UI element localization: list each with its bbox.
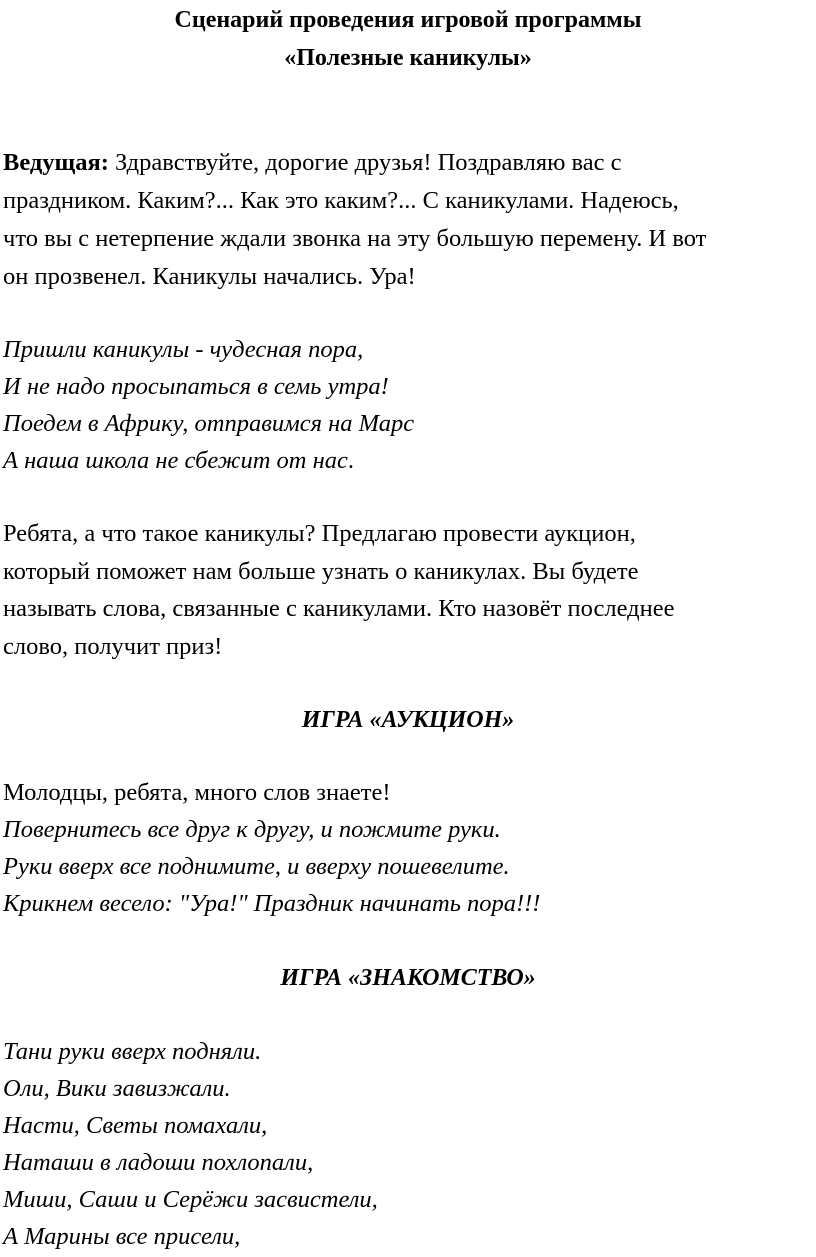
poem2-line-3: Крикнем весело: "Ура!" Праздник начинать пора!!! bbox=[3, 890, 541, 917]
intro-line-4: он прозвенел. Каникулы начались. Ура! bbox=[3, 263, 416, 290]
poem3-line-6: А Марины все присели, bbox=[3, 1223, 241, 1250]
paragraph2-line-3: называть слова, связанные с каникулами. Кто назовёт последнее bbox=[3, 595, 675, 622]
speaker-label: Ведущая: bbox=[3, 149, 109, 176]
poem3-line-2: Оли, Вики завизжали. bbox=[3, 1075, 231, 1102]
poem1-line-3: Поедем в Африку, отправимся на Марс bbox=[3, 410, 415, 437]
intro-line-3: что вы с нетерпение ждали звонка на эту большую перемену. И вот bbox=[3, 225, 707, 252]
poem1-line-4 bbox=[3, 446, 354, 476]
poem1-line-4-period: . bbox=[347, 447, 355, 474]
poem3-line-4: Наташи в ладоши похлопали, bbox=[3, 1149, 314, 1176]
poem3-line-3: Насти, Светы помахали, bbox=[3, 1112, 268, 1139]
game-heading-acquaintance: ИГРА «ЗНАКОМСТВО» bbox=[280, 965, 536, 991]
poem2-line-2: Руки вверх все поднимите, и вверху пошевелите. bbox=[3, 853, 510, 880]
poem1-line-2: И не надо просыпаться в семь утра! bbox=[3, 373, 389, 400]
paragraph2-line-2: который поможет нам больше узнать о каникулах. Вы будете bbox=[3, 558, 639, 585]
intro-line-2: праздником. Каким?... Как это каким?... С каникулами. Надеюсь, bbox=[3, 187, 679, 214]
poem2-line-1: Повернитесь все друг к другу, и пожмите руки. bbox=[3, 816, 501, 843]
poem3-line-1: Тани руки вверх подняли. bbox=[3, 1038, 262, 1065]
paragraph2-line-1: Ребята, а что такое каникулы? Предлагаю провести аукцион, bbox=[3, 520, 636, 547]
document-title-line-1: Сценарий проведения игровой программы bbox=[174, 7, 642, 33]
document-title-line-2: «Полезные каникулы» bbox=[284, 45, 532, 71]
intro-line-1-text: Здравствуйте, дорогие друзья! Поздравляю вас с bbox=[108, 149, 622, 176]
poem1-line-1: Пришли каникулы - чудесная пора, bbox=[3, 336, 364, 363]
game-heading-auction: ИГРА «АУКЦИОН» bbox=[301, 707, 515, 733]
poem3-line-5: Миши, Саши и Серёжи засвистели, bbox=[3, 1186, 378, 1213]
intro-line-1 bbox=[3, 148, 622, 178]
poem1-line-4-text: А наша школа не сбежит от нас bbox=[3, 447, 348, 474]
paragraph2-line-4: слово, получит приз! bbox=[3, 633, 223, 660]
after-game1-line: Молодцы, ребята, много слов знаете! bbox=[3, 779, 391, 806]
